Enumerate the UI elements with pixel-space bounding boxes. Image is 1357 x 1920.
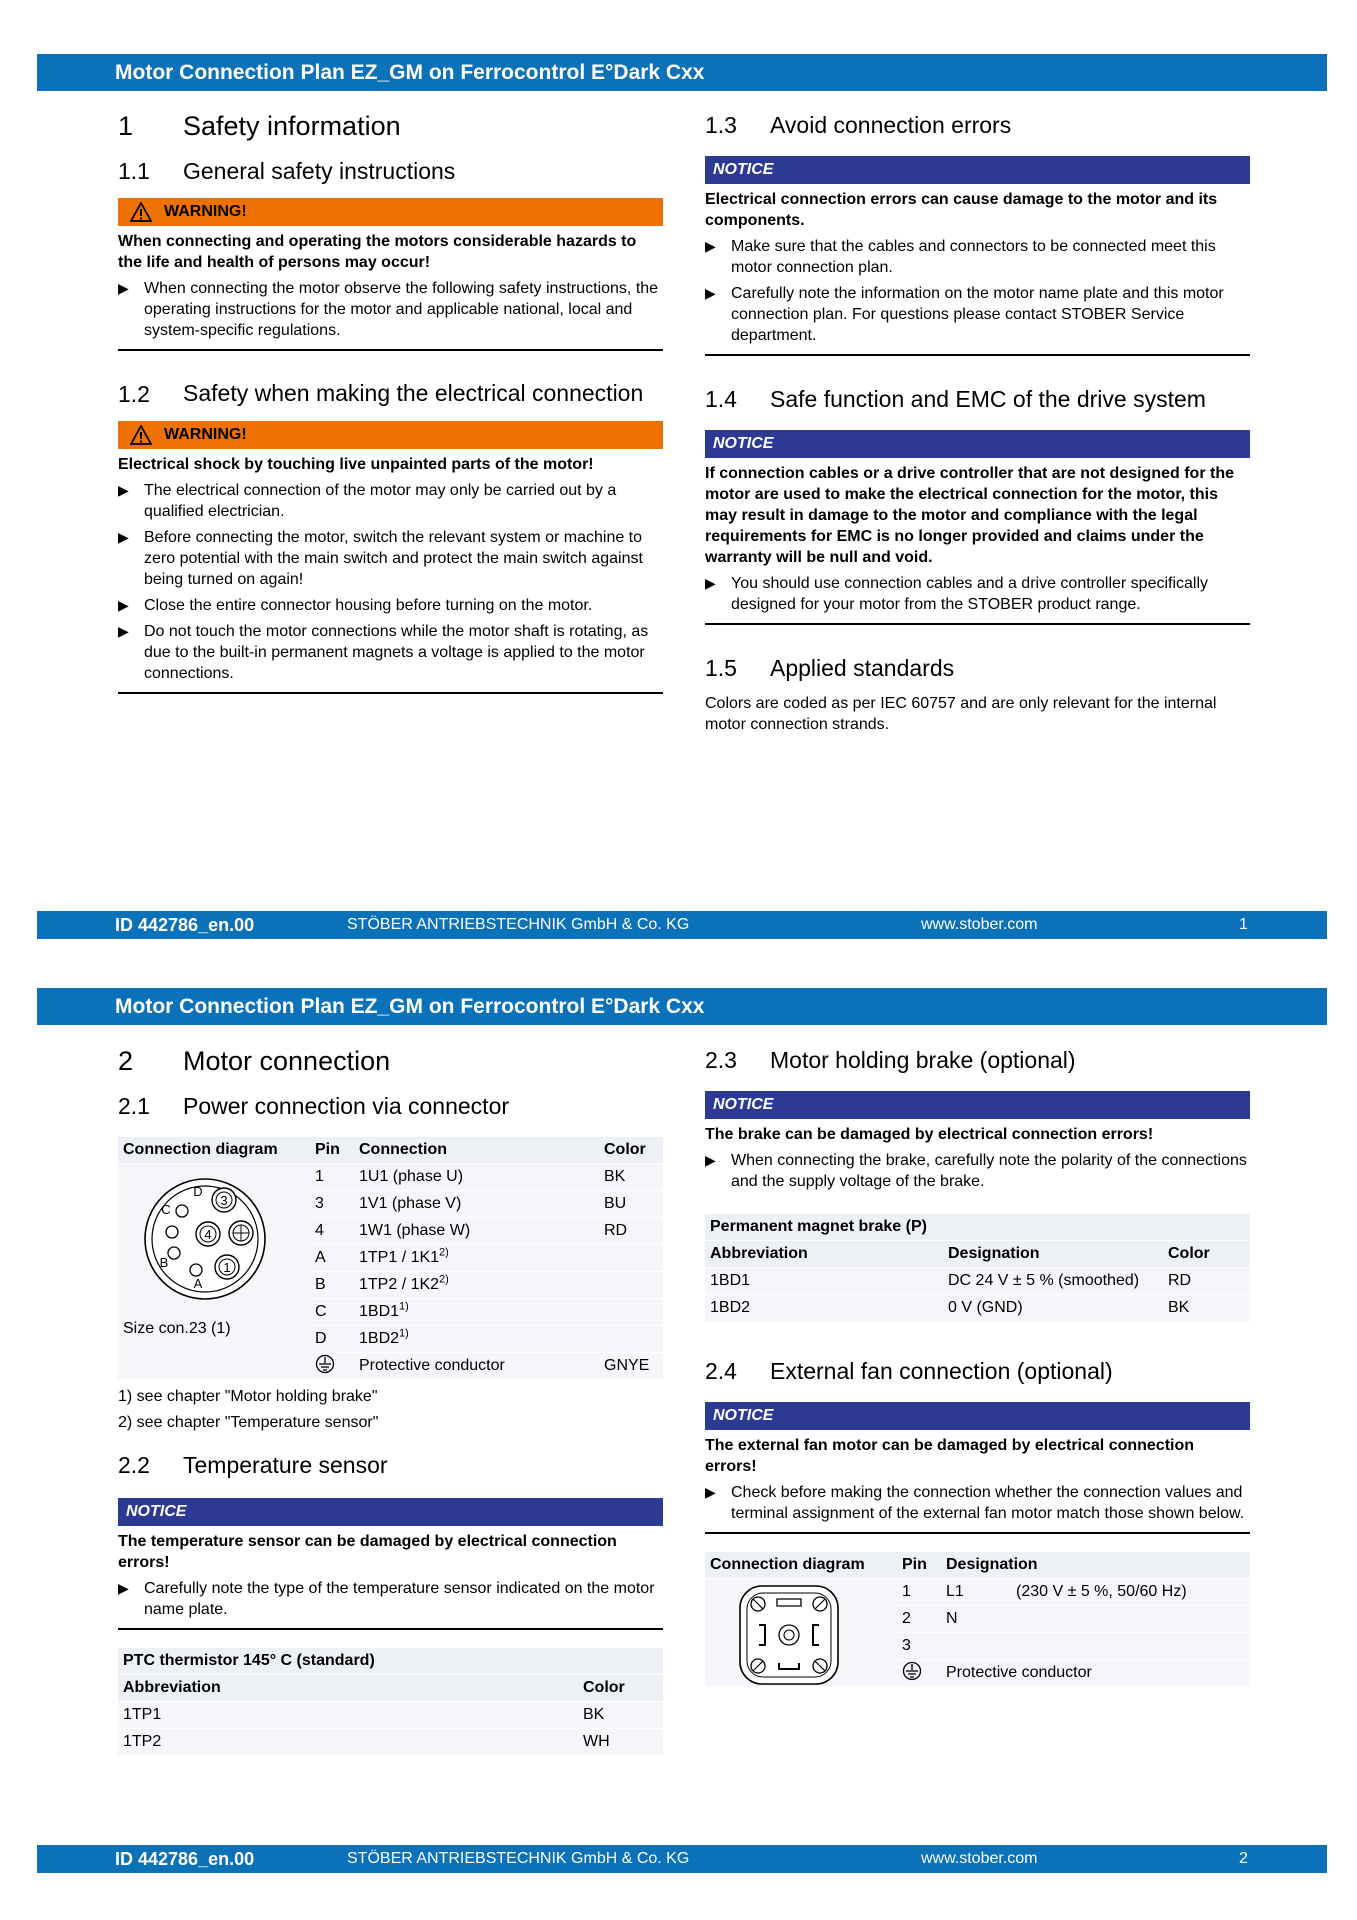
section-title: Motor connection <box>183 1046 391 1076</box>
col-header: Color <box>599 1137 663 1164</box>
table-header-row <box>118 1137 663 1164</box>
arrow-icon: ▶ <box>118 623 129 639</box>
table-row: A 1TP1 / 1K1$^{2)}$ <box>118 1245 663 1272</box>
website-link[interactable]: www.stober.com <box>921 1850 1038 1867</box>
connector-diagram-icon <box>140 1174 270 1304</box>
arrow-icon: ▶ <box>705 1152 716 1168</box>
section-number: 2.2 <box>118 1452 150 1478</box>
pin-label-4: 4 <box>204 1227 212 1242</box>
section-title: External fan connection (optional) <box>770 1358 1113 1384</box>
warning-triangle-icon <box>130 202 152 222</box>
section-number: 1.3 <box>705 112 737 138</box>
section-title: Applied standards <box>770 655 955 681</box>
connection-diagram-cell <box>118 1164 310 1380</box>
list-item: ▶ The electrical connection of the motor may only be carried out by a qualified electrician. <box>118 482 617 520</box>
section-1-heading <box>118 110 663 142</box>
page-1 <box>0 0 1357 948</box>
arrow-icon: ▶ <box>705 285 716 301</box>
notice-bar: NOTICE <box>705 1091 1250 1119</box>
page-header: Motor Connection Plan EZ_GM on Ferrocontrol E°Dark Cxx <box>37 988 1327 1025</box>
table-row: Protective conductor <box>705 1660 1250 1687</box>
brake-table <box>705 1214 1250 1322</box>
arrow-icon: ▶ <box>118 1580 129 1596</box>
notice-box-temp <box>118 1498 663 1630</box>
table-row: B 1TP2 / 1K2$^{2)}$ <box>118 1272 663 1299</box>
notice-text: The brake can be damaged by electrical connection errors! <box>705 1126 1154 1143</box>
power-connection-table <box>118 1137 663 1380</box>
left-column <box>118 110 663 694</box>
section-title: Safety information <box>183 111 401 141</box>
footnote-ref: 2) <box>439 1273 449 1286</box>
table-row: 3 1V1 (phase V) BU <box>118 1191 663 1218</box>
section-number: 2.1 <box>118 1093 150 1119</box>
warning-label: WARNING! <box>164 426 247 443</box>
website-link[interactable]: www.stober.com <box>921 916 1038 933</box>
notice-text: If connection cables or a drive controller that are not designed for the motor are used to make the electrical connection for the motor, this may result in damage to the motor and compliance with the legal requirements for EMC is no longer provided and claims under the warranty will be null and void. <box>705 465 1234 566</box>
ptc-table <box>118 1648 663 1756</box>
arrow-icon: ▶ <box>118 280 129 296</box>
section-title: Safe function and EMC of the drive system <box>770 386 1206 412</box>
page-number: 1 <box>1239 916 1248 933</box>
section-1-3-heading <box>705 112 1250 138</box>
table-row: D 1BD2$^{1)}$ <box>118 1326 663 1353</box>
section-1-1-heading <box>118 158 663 184</box>
warning-box-1 <box>118 198 663 351</box>
col-header: Connection diagram <box>118 1137 310 1164</box>
section-number: 2.4 <box>705 1358 737 1384</box>
list-item: ▶ Before connecting the motor, switch the relevant system or machine to zero potential with the main switch and protect the main switch against being turned on again! <box>118 529 643 588</box>
notice-bar: NOTICE <box>705 156 1250 184</box>
notice-box-2 <box>705 430 1250 625</box>
table-header-row: Abbreviation Designation Color <box>705 1241 1250 1268</box>
section-1-2-heading <box>118 381 663 407</box>
fan-connector-diagram-icon <box>737 1583 841 1687</box>
notice-text: Electrical connection errors can cause damage to the motor and its components. <box>705 191 1218 229</box>
pin-label-1: 1 <box>223 1260 231 1275</box>
page-number: 2 <box>1239 1850 1248 1867</box>
list-item: ▶ Carefully note the information on the motor name plate and this motor connection plan. For questions please contact STOBER Service department. <box>705 285 1224 344</box>
arrow-icon: ▶ <box>118 597 129 613</box>
table-row: 4 1W1 (phase W) RD <box>118 1218 663 1245</box>
list-item: ▶ Check before making the connection whether the connection values and terminal assignment of the external fan motor match those shown below. <box>705 1484 1245 1522</box>
standards-text: Colors are coded as per IEC 60757 and are only relevant for the internal motor connection strands. <box>705 695 1217 733</box>
table-row: 3 4 1 D C B A Size con.23 (1) 1 1U1 (phase U) BK <box>118 1164 663 1191</box>
footnote-ref: 1) <box>399 1327 409 1340</box>
section-title: Safety when making the electrical connection <box>183 380 644 406</box>
col-header: Pin <box>310 1137 354 1164</box>
section-2-3-heading <box>705 1047 1250 1073</box>
arrow-icon: ▶ <box>118 482 129 498</box>
footnote: 1) see chapter "Motor holding brake" <box>118 1388 378 1405</box>
section-number: 1 <box>118 111 134 141</box>
table-row: 2 N <box>705 1606 1250 1633</box>
section-title: General safety instructions <box>183 158 456 184</box>
table-row: 1TP1 BK <box>118 1702 663 1729</box>
table-title-row: Permanent magnet brake (P) <box>705 1214 1250 1241</box>
table-row: 1 L1 (230 V ± 5 %, 50/60 Hz) <box>705 1579 1250 1606</box>
left-column <box>118 1045 663 1756</box>
ground-icon <box>902 1661 922 1681</box>
section-number: 1.4 <box>705 386 737 412</box>
table-header-row: Connection diagram Pin Designation <box>705 1552 1250 1579</box>
notice-box-fan <box>705 1402 1250 1534</box>
section-2-heading <box>118 1045 663 1077</box>
section-number: 1.2 <box>118 381 150 407</box>
section-number: 2.3 <box>705 1047 737 1073</box>
section-title: Avoid connection errors <box>770 112 1012 138</box>
warning-bar <box>118 198 663 226</box>
section-2-2-heading <box>118 1452 663 1478</box>
document-id: ID 442786_en.00 <box>115 1849 255 1869</box>
page-footer <box>37 1845 1327 1873</box>
fan-connection-table <box>705 1552 1250 1687</box>
section-title: Motor holding brake (optional) <box>770 1047 1076 1073</box>
table-title-row: PTC thermistor 145° C (standard) <box>118 1648 663 1675</box>
list-item: ▶ Close the entire connector housing before turning on the motor. <box>118 597 593 614</box>
notice-bar: NOTICE <box>705 430 1250 458</box>
section-number: 2 <box>118 1046 134 1076</box>
notice-bar: NOTICE <box>118 1498 663 1526</box>
warning-text: When connecting and operating the motors considerable hazards to the life and health of persons may occur! <box>118 233 637 271</box>
table-row: 1BD2 0 V (GND) BK <box>705 1295 1250 1322</box>
table-row: C 1BD1$^{1)}$ <box>118 1299 663 1326</box>
notice-text: The temperature sensor can be damaged by electrical connection errors! <box>118 1533 617 1571</box>
warning-box-2 <box>118 421 663 694</box>
arrow-icon: ▶ <box>705 238 716 254</box>
section-1-5-heading <box>705 655 1250 681</box>
section-title: Power connection via connector <box>183 1093 510 1119</box>
list-item: ▶ When connecting the brake, carefully note the polarity of the connections and the supply voltage of the brake. <box>705 1152 1247 1190</box>
pin-label-a: A <box>193 1276 203 1291</box>
warning-triangle-icon <box>130 425 152 445</box>
table-row: 3 <box>705 1633 1250 1660</box>
pin-label-3: 3 <box>220 1193 228 1208</box>
company-name: STÖBER ANTRIEBSTECHNIK GmbH & Co. KG <box>347 916 690 933</box>
section-2-4-heading <box>705 1358 1250 1384</box>
pin-label-c: C <box>161 1202 171 1217</box>
arrow-icon: ▶ <box>118 529 129 545</box>
connector-size-label: Size con.23 (1) <box>123 1320 231 1337</box>
footnote: 2) see chapter "Temperature sensor" <box>118 1414 379 1431</box>
list-item: ▶ Carefully note the type of the temperature sensor indicated on the motor name plate. <box>118 1580 655 1618</box>
company-name: STÖBER ANTRIEBSTECHNIK GmbH & Co. KG <box>347 1850 690 1867</box>
section-number: 1.1 <box>118 158 150 184</box>
pin-label-b: B <box>159 1255 169 1270</box>
warning-label: WARNING! <box>164 203 247 220</box>
notice-text: The external fan motor can be damaged by electrical connection errors! <box>705 1437 1195 1475</box>
warning-bar <box>118 421 663 449</box>
section-number: 1.5 <box>705 655 737 681</box>
fan-diagram-cell <box>705 1579 897 1687</box>
list-item: ▶ You should use connection cables and a drive controller specifically designed for your motor from the STOBER product range. <box>705 575 1209 613</box>
table-row: Protective conductor GNYE <box>118 1353 663 1380</box>
section-title: Temperature sensor <box>183 1452 388 1478</box>
notice-bar: NOTICE <box>705 1402 1250 1430</box>
list-item: ▶ Do not touch the motor connections while the motor shaft is rotating, as due to the built-in permanent magnets a voltage is applied to the motor connections. <box>118 623 649 682</box>
notice-box-brake <box>705 1091 1250 1200</box>
col-header: Connection <box>354 1137 599 1164</box>
page-2 <box>0 935 1357 1883</box>
table-header-row: Abbreviation Color <box>118 1675 663 1702</box>
list-item: ▶ Make sure that the cables and connectors to be connected meet this motor connection plan. <box>705 238 1216 276</box>
right-column <box>705 112 1250 735</box>
arrow-icon: ▶ <box>705 575 716 591</box>
ground-icon <box>315 1354 335 1374</box>
pin-label-d: D <box>193 1184 203 1199</box>
arrow-icon: ▶ <box>705 1484 716 1500</box>
notice-box-1 <box>705 156 1250 356</box>
right-column <box>705 1047 1250 1687</box>
page-header: Motor Connection Plan EZ_GM on Ferrocontrol E°Dark Cxx <box>37 54 1327 91</box>
table-row: 1BD1 DC 24 V ± 5 % (smoothed) RD <box>705 1268 1250 1295</box>
footnote-ref: 2) <box>439 1246 449 1259</box>
document-id: ID 442786_en.00 <box>115 915 255 935</box>
warning-text: Electrical shock by touching live unpainted parts of the motor! <box>118 456 594 473</box>
section-1-4-heading <box>705 386 1250 412</box>
section-2-1-heading <box>118 1093 663 1119</box>
list-item: ▶ When connecting the motor observe the following safety instructions, the operating instructions for the motor and applicable national, local and system-specific regulations. <box>118 280 659 339</box>
footnote-ref: 1) <box>399 1300 409 1313</box>
table-row: 1TP2 WH <box>118 1729 663 1756</box>
